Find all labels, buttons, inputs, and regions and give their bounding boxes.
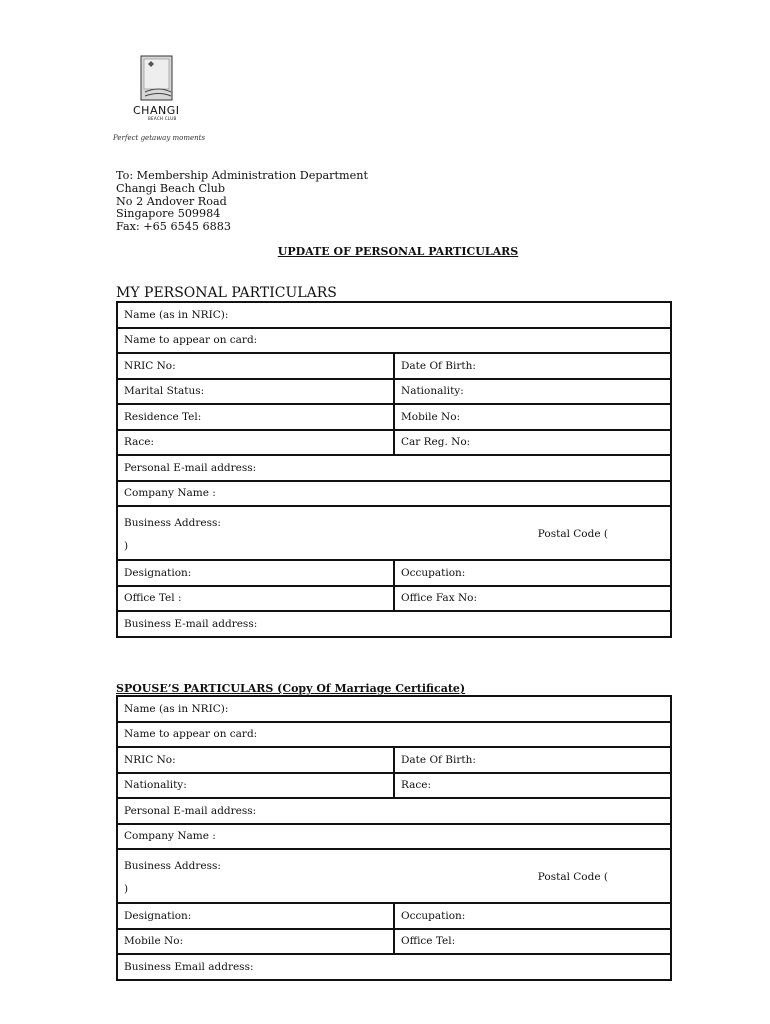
spouse-field-dob[interactable]: Date Of Birth: [394,747,671,773]
field-name-nric[interactable]: Name (as in NRIC): [117,302,671,328]
postal-code-close: ) [124,540,129,552]
section-heading-my-particulars: MY PERSONAL PARTICULARS [116,285,337,301]
spouse-field-mobile[interactable]: Mobile No: [117,929,394,955]
field-name-card[interactable]: Name to appear on card: [117,328,671,354]
spouse-field-name-card[interactable]: Name to appear on card: [117,722,671,748]
spouse-field-nric[interactable]: NRIC No: [117,747,394,773]
spouse-field-nationality[interactable]: Nationality: [117,773,394,799]
spouse-field-name-nric[interactable]: Name (as in NRIC): [117,696,671,722]
business-address-label: Business Address: [124,517,221,529]
logo-subtitle: BEACH CLUB [148,116,177,121]
field-business-email[interactable]: Business E-mail address: [117,611,671,637]
spouse-postal-code-close: ) [124,883,129,895]
spouse-field-office-tel[interactable]: Office Tel: [394,929,671,955]
address-line: Changi Beach Club [116,181,225,195]
address-line: No 2 Andover Road [116,194,227,208]
address-to: To: Membership Administration Department [116,169,368,182]
spouse-field-occupation[interactable]: Occupation: [394,903,671,929]
spouse-business-address-label: Business Address: [124,860,221,872]
spouse-field-business-email[interactable]: Business Email address: [117,954,671,980]
field-nationality[interactable]: Nationality: [394,379,671,405]
spouse-field-designation[interactable]: Designation: [117,903,394,929]
field-residence-tel[interactable]: Residence Tel: [117,404,394,430]
field-car-reg[interactable]: Car Reg. No: [394,430,671,456]
spouse-particulars-table [116,695,672,981]
logo-tagline: Perfect getaway moments [113,134,206,142]
field-designation[interactable]: Designation: [117,560,394,586]
spouse-field-personal-email[interactable]: Personal E-mail address: [117,798,671,824]
address-fax: Fax: +65 6545 6883 [116,220,231,234]
spouse-field-company-name[interactable]: Company Name : [117,824,671,850]
spouse-field-race[interactable]: Race: [394,773,671,799]
field-office-tel[interactable]: Office Tel : [117,586,394,612]
field-marital-status[interactable]: Marital Status: [117,379,394,405]
recipient-address [116,170,368,234]
logo-emblem-icon [139,54,174,102]
field-dob[interactable]: Date Of Birth: [394,353,671,379]
field-personal-email[interactable]: Personal E-mail address: [117,455,671,481]
club-logo [113,54,213,144]
field-office-fax[interactable]: Office Fax No: [394,586,671,612]
spouse-postal-code-label: Postal Code ( [537,871,608,883]
address-line: Singapore 509984 [116,207,221,221]
field-business-address[interactable] [117,506,671,560]
section-heading-spouse: SPOUSE’S PARTICULARS (Copy Of Marriage Certificate) [116,682,466,695]
field-race[interactable]: Race: [117,430,394,456]
spouse-field-business-address[interactable] [117,849,671,903]
logo-name: CHANGI [133,104,180,117]
postal-code-label: Postal Code ( [537,528,608,540]
my-particulars-table [116,301,672,638]
field-company-name[interactable]: Company Name : [117,481,671,507]
document-title: UPDATE OF PERSONAL PARTICULARS [277,245,519,258]
field-occupation[interactable]: Occupation: [394,560,671,586]
field-mobile[interactable]: Mobile No: [394,404,671,430]
field-nric[interactable]: NRIC No: [117,353,394,379]
